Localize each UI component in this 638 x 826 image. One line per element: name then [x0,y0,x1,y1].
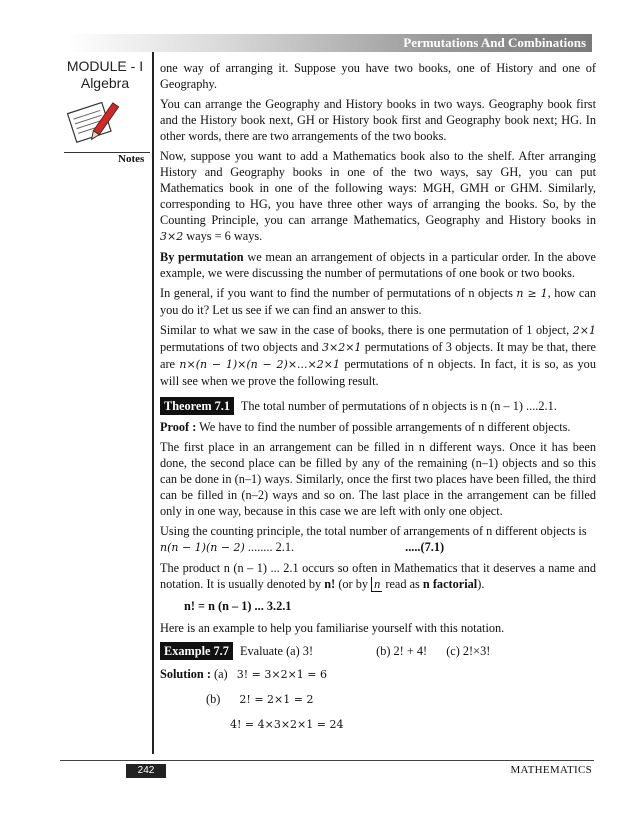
subject-label: Algebra [80,75,130,91]
paragraph [160,439,596,519]
notes-pencil-icon [64,96,126,150]
math-expression: 2! = 2×1 = 2 [239,693,314,706]
footer-subject: MATHEMATICS [510,764,592,776]
paragraph [160,60,596,92]
sidebar [60,58,150,92]
math-expression: n×(n − 1)×(n − 2)×...×2×1 [179,358,340,371]
text: (b) 2! + 4! [376,644,428,658]
text: Evaluate (a) 3! [239,644,314,658]
math-expression: 4! = 4×3×2×1 = 24 [230,718,344,731]
page-content [160,60,596,737]
module-label: MODULE - I [66,58,144,74]
text: ). [477,577,485,591]
formula-text: n! = n (n – 1) ... 3.2.1 [184,599,292,613]
theorem-text: The total number of permutations of n objects is n (n – 1) ....2.1. [240,399,557,413]
text: (a) [214,667,228,681]
factorial-symbol: n [371,577,382,592]
text: The first place in an arrangement can be filled in n different ways. Once it has been done, the second place can be filled by any of the remaining (n–1) objects and so this can be done in (n–1) ways. Similarly, once the first two places have been filled, the third can be filled in (n–2) ways and so on. The last place in the arrangement can be filled only in one way, because in this case we are left with only one object. [160,440,596,518]
text: Using the counting principle, the total number of arrangements of n different objects is [160,524,587,538]
text: (b) [206,692,221,706]
notes-label: Notes [118,153,145,165]
proof-label: Proof : [160,420,197,434]
text: Similar to what we saw in the case of books, there is one permutation of 1 object, [160,323,570,337]
example [160,642,596,660]
text: You can arrange the Geography and History books in two ways. Geography book first and the History book next, GH or History book first and Geography book next; HG. In other words, there are two arrangements of the two books. [160,97,596,143]
math-expression: 3×2×1 [322,341,362,354]
example-label: Example 7.7 [160,642,233,660]
text: Here is an example to help you familiarise yourself with this notation. [160,621,505,635]
solution [160,666,596,683]
paragraph [160,96,596,144]
chapter-title: Permutations And Combinations [403,35,586,50]
proof [160,419,596,435]
text: In general, if you want to find the number of permutations of n objects [160,286,513,300]
text: permutations of 3 objects. It may be that, there are [160,340,597,371]
text: we mean an arrangement of objects in a particular order. In the above example, we were discussing the number of permutations of one book or two books. [160,250,597,280]
text: We have to find the number of possible arrangements of n different objects. [199,420,571,434]
term-bold: n factorial [422,577,478,591]
solution-part [160,716,596,733]
text: The product n (n – 1) ... 2.1 occurs so often in Mathematics that it deserves a name and notation. It is usually denoted by [160,561,596,591]
solution-label: Solution : [160,667,211,681]
equation-number: .....(7.1) [405,540,445,554]
margin-divider [152,52,154,754]
math-expression: 3×2 [160,230,184,243]
paragraph [160,285,596,318]
text: (or by [338,577,369,591]
formula [160,598,596,614]
text: permutations of two objects and [160,340,319,354]
text: ways = 6 ways. [186,229,263,243]
paragraph [160,620,596,636]
math-expression: n(n − 1)(n − 2) [160,541,245,554]
paragraph [160,523,596,556]
text: permutations of n objects. In fact, it is so, as you will see when we prove the following result. [160,357,596,388]
term-bold: n! [324,577,336,591]
math-expression: n ≥ 1 [516,287,548,300]
term-bold: By permutation [160,250,244,264]
text: Now, suppose you want to add a Mathematics book also to the shelf. After arranging History and Geography books in one of the two ways, say GH, you can put Mathematics book in one of the following ways: MGH, GMH or GHM. Similarly, corresponding to HG, you have three other ways of arranging the books. So, by the Counting Principle, you can arrange Mathematics, Geography and History books in [160,149,596,227]
text: one way of arranging it. Suppose you have two books, one of History and one of Geography. [160,61,596,91]
text: , how can you do it? Let us see if we can find an answer to this. [160,286,596,317]
theorem [160,397,596,415]
text: ........ 2.1. [247,540,295,554]
paragraph [160,322,596,389]
math-expression: 2×1 [572,324,597,337]
text: (c) 2!×3! [446,644,491,658]
text: read as [385,577,420,591]
footer-rule [60,760,594,761]
paragraph [160,249,596,281]
paragraph [160,148,596,245]
paragraph [160,560,596,592]
math-expression: 3! = 3×2×1 = 6 [236,668,328,681]
solution-part [160,691,596,708]
theorem-label: Theorem 7.1 [160,397,234,415]
header-bar [66,34,592,52]
page-number: 242 [126,764,166,778]
